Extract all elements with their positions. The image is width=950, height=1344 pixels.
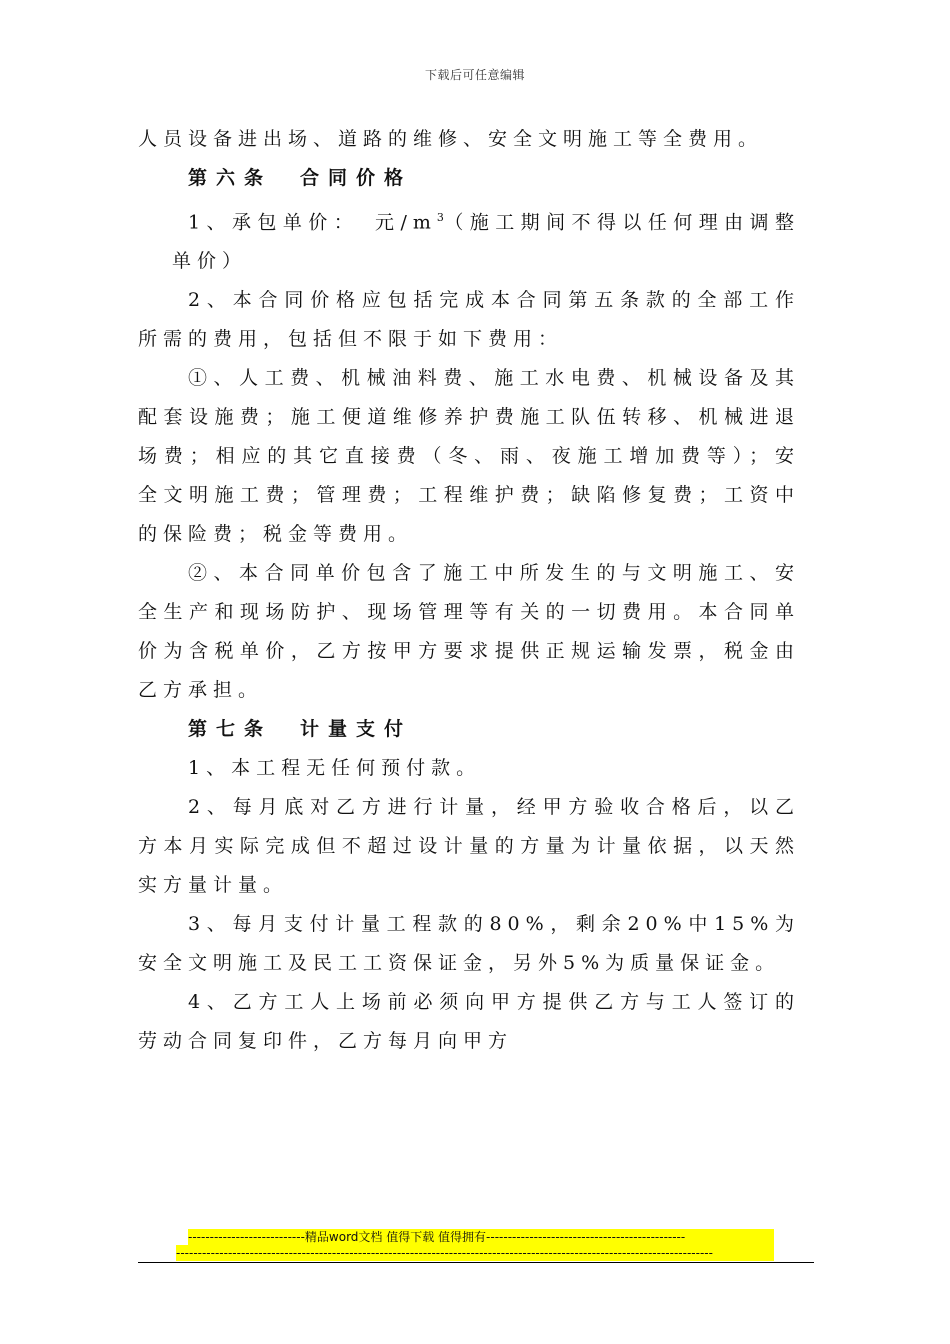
article-7-heading: 第七条 计量支付	[188, 718, 413, 741]
footer-banner-line1: ---------------------------精品word文档 值得下载 值得拥有----------------------------------------------	[188, 1229, 774, 1245]
advance-payment-clause: 1、本工程无任何预付款。	[188, 757, 482, 780]
document-body	[138, 120, 800, 1061]
unit-price-note: （施工期间不得以任何理由调整单价）	[172, 211, 800, 273]
labor-contract-clause: 4、乙方工人上场前必须向甲方提供乙方与工人签订的劳动合同复印件，乙方每月向甲方	[138, 991, 800, 1053]
footer-divider	[138, 1262, 814, 1263]
monthly-measurement-clause: 2、每月底对乙方进行计量，经甲方验收合格后，以乙方本月实际完成但不超过设计量的方量为计量依据，以天然实方量计量。	[138, 796, 800, 897]
article-6-heading: 第六条 合同价格	[188, 167, 413, 189]
cubic-superscript: 3	[436, 211, 444, 224]
unit-price-inclusion-clause: ②、本合同单价包含了施工中所发生的与文明施工、安全生产和现场防护、现场管理等有关的一切费用。本合同单价为含税单价，乙方按甲方要求提供正规运输发票，税金由乙方承担。	[138, 562, 800, 702]
footer-banner	[176, 1229, 774, 1261]
unit-price-text: 1、承包单价： 元/m	[188, 211, 437, 234]
price-scope-clause: 2、本合同价格应包括完成本合同第五条款的全部工作所需的费用，包括但不限于如下费用：	[138, 289, 800, 351]
page-header: 下载后可任意编辑	[424, 68, 525, 82]
footer-banner-line2: ----------------------------------------------------------------------------------------------------------------------------	[176, 1245, 774, 1261]
cost-items-clause: ①、人工费、机械油料费、施工水电费、机械设备及其配套设施费；施工便道维修养护费施工队伍转移、机械进退场费；相应的其它直接费（冬、雨、夜施工增加费等）；安全文明施工费；管理费；工程维护费；缺陷修复费；工资中的保险费；税金等费用。	[138, 367, 800, 546]
payment-ratio-clause: 3、每月支付计量工程款的80%，剩余20%中15%为安全文明施工及民工工资保证金，另外5%为质量保证金。	[138, 913, 800, 975]
paragraph-continuation: 人员设备进出场、道路的维修、安全文明施工等全费用。	[138, 128, 764, 150]
unit-price-clause	[138, 198, 800, 281]
